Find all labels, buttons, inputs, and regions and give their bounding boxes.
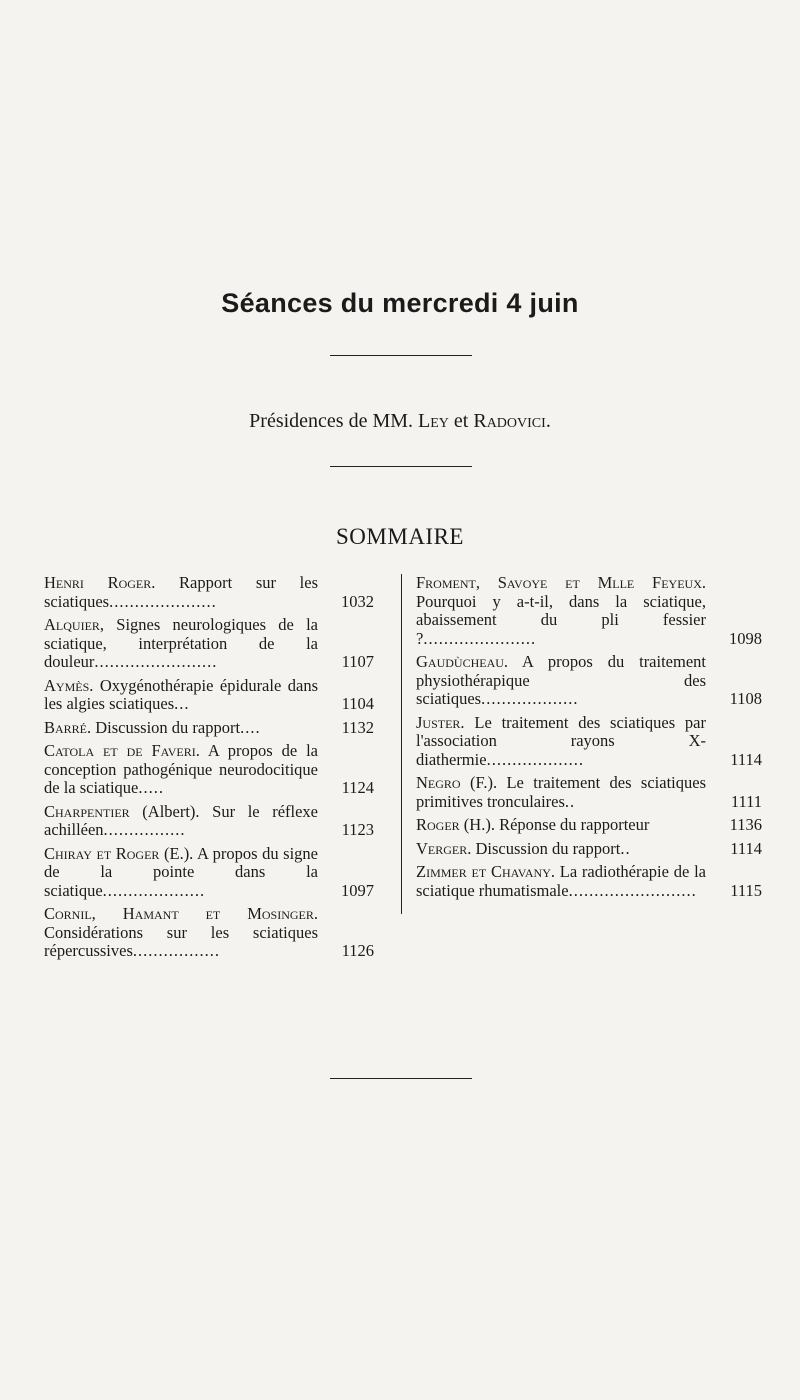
entry-author: Barré. [44,717,92,737]
sommaire-entry: Alquier, Signes neurologiques de la sciatique, interprétation de la douleur........................ 1107 [44,615,374,671]
entry-author: Catola et de Faveri. [44,741,200,760]
entry-page-number: 1098 [729,628,762,648]
sommaire-entry [416,816,762,835]
sommaire-heading: SOMMAIRE [336,524,464,549]
entry-author: Chiray et Roger [44,843,160,863]
sommaire-entry: Cornil, Hamant et Mosinger. Considérations sur les sciatiques répercussives................. 1126 [44,904,374,960]
page-title: Séances du mercredi 4 juin [221,288,579,318]
entry-text: La radiothérapie de la sciatique rhumatismale [416,862,706,900]
entry-page-number: 1123 [341,820,374,839]
entry-page-number: 1107 [341,652,374,671]
entry-page-number: 1136 [729,815,762,834]
entry-page-number: 1124 [341,778,374,797]
entry-text: A propos de la conception pathogénique neurodocitique de la sciatique [44,741,318,797]
sommaire-entry: Negro (F.). Le traitement des sciatiques primitives tronculaires.. 1111 [416,773,762,811]
entry-text: Signes neurologiques de la sciatique, interprétation de la douleur [44,615,318,671]
entry-page-number: 1108 [729,689,762,708]
entry-author: Roger [416,815,460,834]
entry-page-number: 1114 [730,838,762,858]
president-name-1: Ley [418,410,449,432]
entry-author: Charpentier [44,801,130,821]
entry-author: Negro [416,773,461,792]
presidences-line [0,410,800,433]
entry-text: (H.). Réponse du rapporteur [459,815,650,834]
sommaire-entry: Froment, Savoye et Mlle Feyeux. Pourquoi y a-t-il, dans la sciatique, abaissement du pli fessier ?...................... 1098 [416,573,762,648]
sommaire-entry: Gaudùcheau. A propos du traitement physiothérapique des sciatiques................... 1108 [416,652,762,708]
entry-text: A propos du traitement physiothérapique des sciatiques [416,652,706,708]
entry-page-number: 1104 [341,694,374,713]
sommaire-entry: Henri Roger. Rapport sur les sciatiques..................... 1032 [44,573,374,611]
divider-rule-2 [330,466,472,467]
entry-author: Juster. [416,712,465,732]
entry-text: Rapport sur les sciatiques [44,573,318,611]
entry-text: Pourquoi y a-t-il, dans la sciatique, abaissement du pli fessier ? [416,591,706,648]
sommaire-entry: Catola et de Faveri. A propos de la conception pathogénique neurodocitique de la sciatique..... 1124 [44,741,374,797]
sommaire-entry: Chiray et Roger (E.). A propos du signe de la pointe dans la sciatique.................... 1097 [44,843,374,900]
entry-author: Verger. [416,838,472,858]
sommaire-entry: Zimmer et Chavany. La radiothérapie de la sciatique rhumatismale......................... 1115 [416,862,762,900]
entry-author: Alquier, [44,615,105,634]
sommaire-entry: Barré. Discussion du rapport.... 1132 [44,717,374,737]
entry-author: Zimmer et Chavany. [416,862,555,881]
sommaire-entry: Juster. Le traitement des sciatiques par l'association rayons X-diathermie................... 1114 [416,712,762,769]
entry-text: (F.). Le traitement des sciatiques primitives tronculaires [416,773,706,811]
entry-author: Henri Roger. [44,573,156,592]
entry-text: Oxygénothérapie épidurale dans les algies sciatiques [44,675,318,713]
divider-rule-3 [330,1078,472,1079]
divider-rule-1 [330,355,472,356]
entry-author: Froment, Savoye et Mlle Feyeux. [416,573,706,592]
entry-page-number: 1115 [730,880,762,900]
presidences-prefix: Présidences de MM. [249,410,414,432]
entry-page-number: 1114 [730,749,762,769]
sommaire-left-column [44,574,374,966]
entry-author: Aymès. [44,675,94,695]
presidences-suffix: . [545,410,551,432]
sommaire-right-column [416,574,762,905]
entry-text: (E.). A propos du signe de la pointe dans la sciatique [44,843,318,900]
entry-text: Discussion du rapport [471,838,621,858]
column-divider [401,574,402,914]
sommaire-entry: Aymès. Oxygénothérapie épidurale dans les algies sciatiques... 1104 [44,675,374,713]
entry-text: Considérations sur les sciatiques répercussives [44,922,318,960]
entry-page-number: 1097 [341,880,374,900]
president-name-2: Radovici [473,410,546,432]
entry-page-number: 1111 [730,791,762,811]
entry-page-number: 1032 [341,591,374,611]
entry-text: Le traitement des sciatiques par l'association rayons X-diathermie [416,712,706,769]
entry-author: Cornil, Hamant et Mosinger. [44,904,318,923]
sommaire-entry: Charpentier (Albert). Sur le réflexe achilléen................ 1123 [44,801,374,839]
entry-page-number: 1132 [341,717,374,737]
entry-text: (Albert). Sur le réflexe achilléen [44,801,318,839]
presidences-connector: et [453,410,469,432]
entry-page-number: 1126 [341,941,374,960]
sommaire-entry: Verger. Discussion du rapport.. 1114 [416,838,762,858]
entry-text: Discussion du rapport [91,717,241,737]
entry-author: Gaudùcheau. [416,652,509,671]
